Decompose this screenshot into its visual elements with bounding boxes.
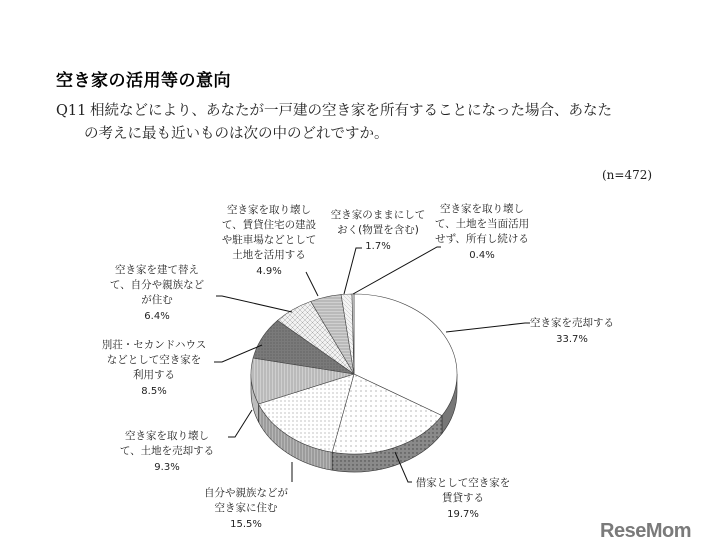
label-sell: 空き家を売却する 33.7%: [524, 316, 620, 347]
label-demolish-sell-land: 空き家を取り壊し て、土地を売却する 9.3%: [110, 429, 224, 475]
label-demolish-utilize: 空き家を取り壊し て、賃貸住宅の建設 や駐車場などとして 土地を活用する 4.9%: [212, 203, 326, 279]
pct-leave-as-is: 1.7%: [365, 241, 391, 252]
pie-top: [251, 294, 457, 454]
sample-size: (n=472): [602, 168, 653, 182]
pct-demolish-sell-land: 9.3%: [154, 462, 180, 473]
label-rent-out: 借家として空き家を 賃貸する 19.7%: [408, 476, 518, 522]
resemom-logo: ReseMom: [600, 520, 691, 542]
label-demolish-keep: 空き家を取り壊し て、土地を当面活用 せず、所有し続ける 0.4%: [430, 202, 534, 263]
question-line-2: の考えに最も近いものは次の中のどれですか。: [84, 126, 389, 142]
label-live-family: 自分や親族などが 空き家に住む 15.5%: [196, 486, 296, 532]
question-line-1: 相続などにより、あなたが一戸建の空き家を所有することになった場合、あなた: [90, 103, 612, 119]
pct-sell: 33.7%: [556, 334, 588, 345]
pct-live-family: 15.5%: [230, 519, 262, 530]
page-title: 空き家の活用等の意向: [56, 71, 231, 91]
pct-second-house: 8.5%: [141, 386, 167, 397]
pct-rent-out: 19.7%: [447, 509, 479, 520]
label-second-house: 別荘・セカンドハウス などとして空き家を 利用する 8.5%: [94, 338, 214, 399]
pct-demolish-keep: 0.4%: [469, 250, 495, 261]
pct-rebuild: 6.4%: [144, 311, 170, 322]
label-leave-as-is: 空き家のままにして おく(物置を含む) 1.7%: [326, 208, 430, 254]
pct-demolish-utilize: 4.9%: [256, 266, 282, 277]
label-rebuild: 空き家を建て替え て、自分や親族など が住む 6.4%: [100, 263, 214, 324]
question-number: Q11: [56, 103, 87, 119]
